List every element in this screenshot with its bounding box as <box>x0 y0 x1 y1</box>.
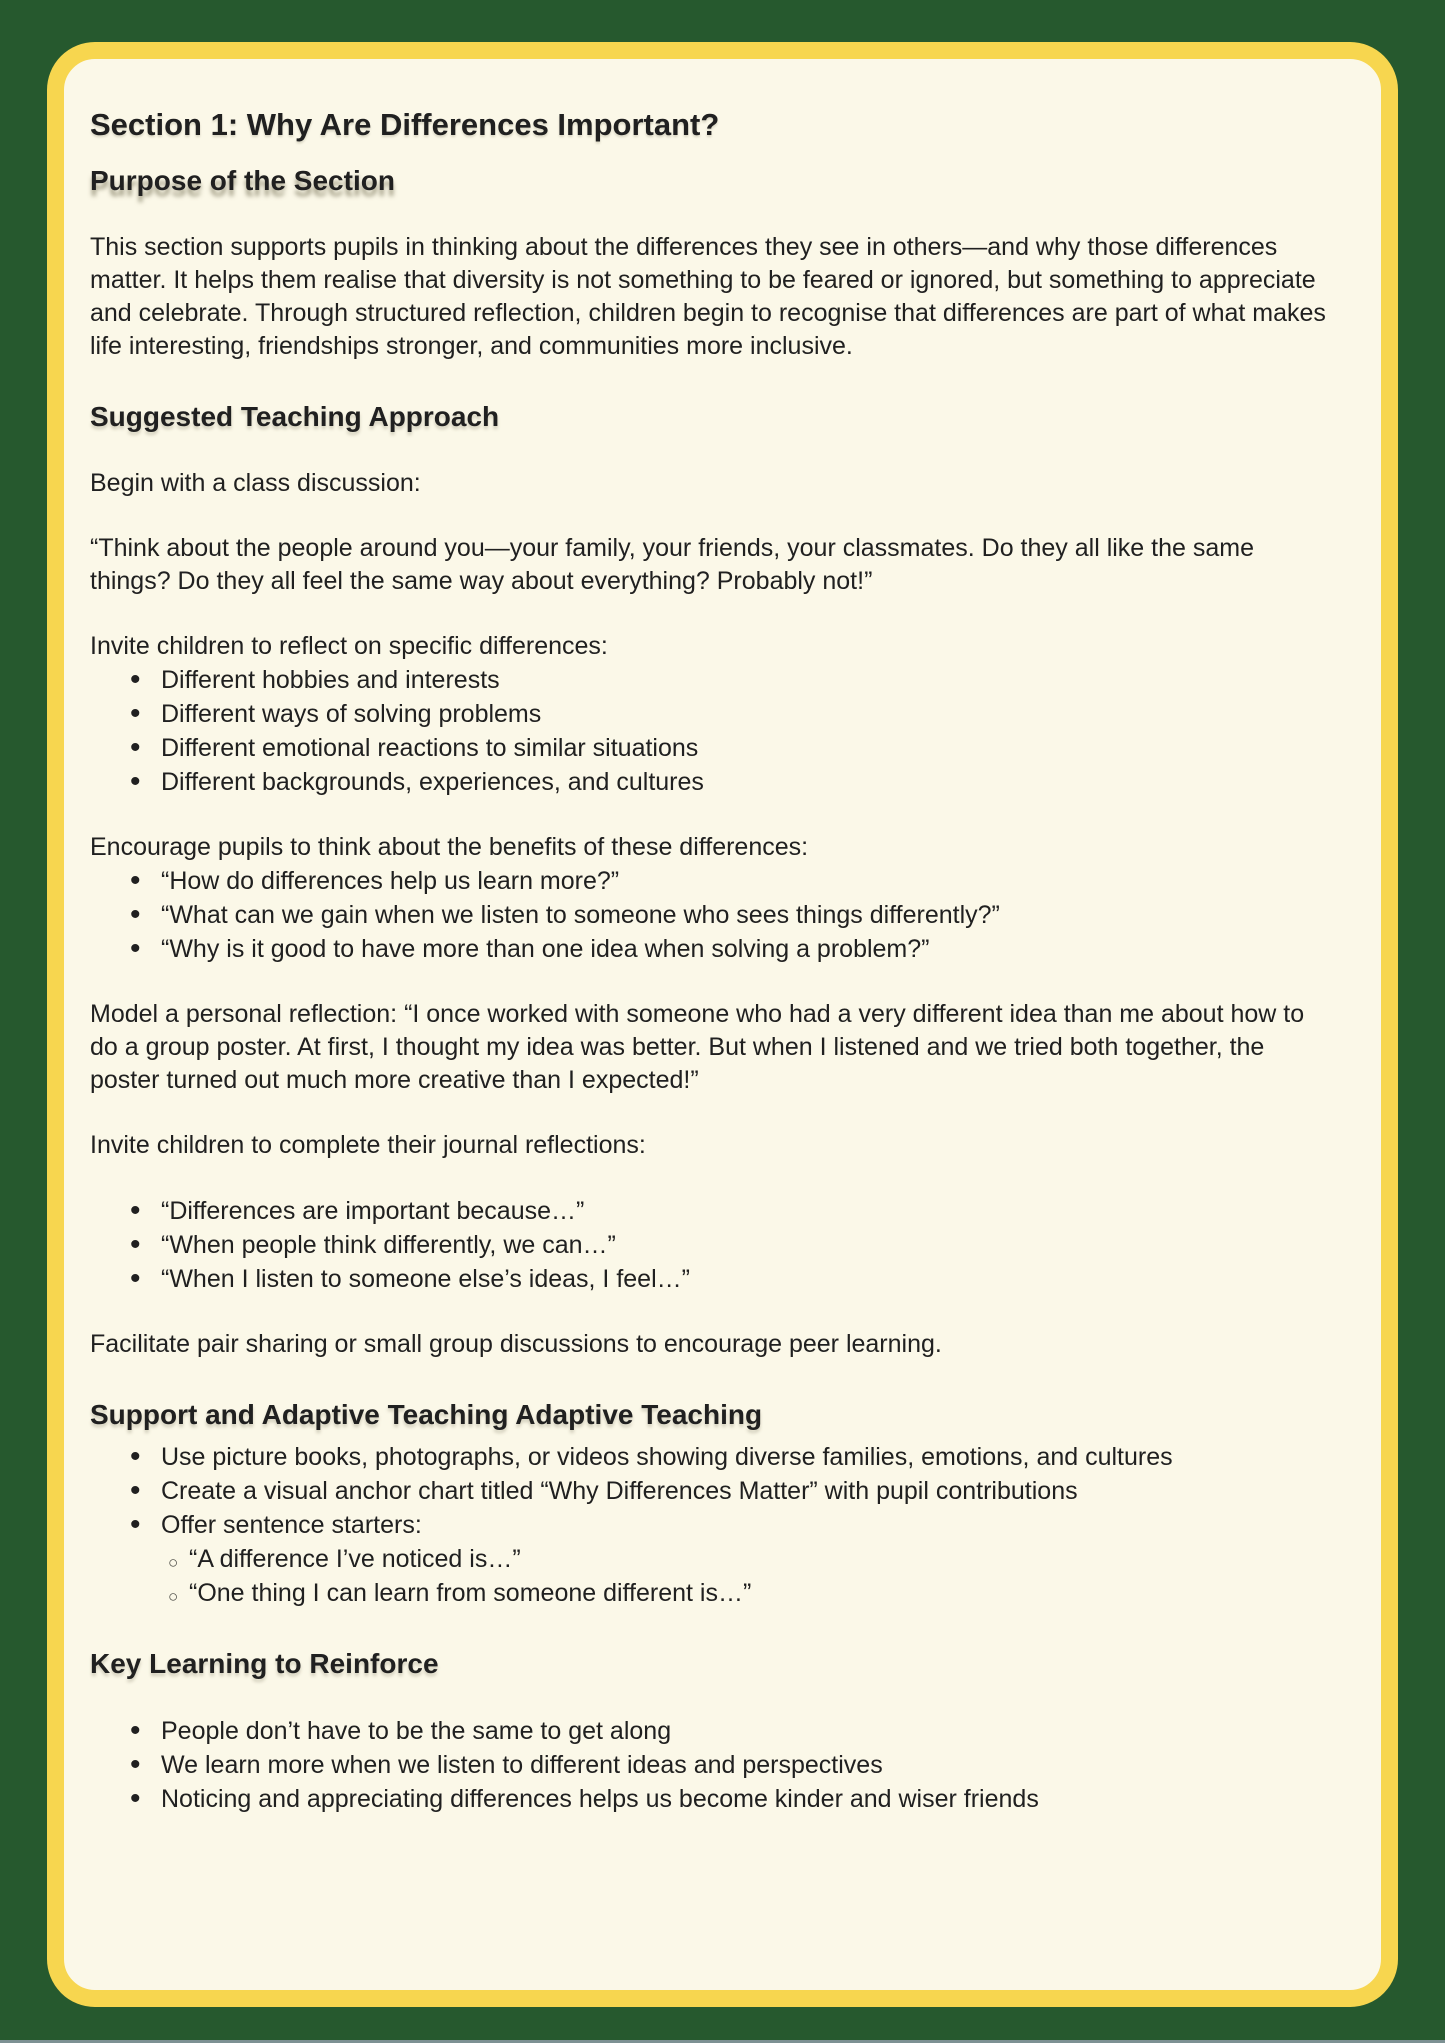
bullet-item <box>90 1475 1330 1508</box>
bullet-item-text: Offer sentence starters: <box>161 1511 422 1539</box>
bullet-list <box>90 664 1330 799</box>
section-title: Section 1: Why Are Differences Important? <box>90 107 720 142</box>
bullet-item-text: “What can we gain when we listen to someone who sees things differently?” <box>161 901 1000 929</box>
bullet-item <box>90 732 1330 765</box>
paragraph: “Think about the people around you—your family, your friends, your classmates. Do they all like the same things? Do they all feel the same way about everything? Probably not!” <box>90 534 1254 595</box>
bullet-item-text: Noticing and appreciating differences helps us become kinder and wiser friends <box>161 1785 1039 1813</box>
bullet-item-text: “Differences are important because…” <box>161 1197 585 1225</box>
bullet-item-text: Different emotional reactions to similar situations <box>161 734 699 762</box>
subsection-heading: Suggested Teaching Approach <box>90 401 500 432</box>
bullet-item <box>90 1195 1330 1228</box>
paragraph: Facilitate pair sharing or small group discussions to encourage peer learning. <box>90 1330 942 1358</box>
paragraph: Invite children to reflect on specific differences: <box>90 632 608 660</box>
paragraph: This section supports pupils in thinking about the differences they see in others—and why those differences matter. It helps them realise that diversity is not something to be feared or ignored, but something to appreciate and celebrate. Through structured reflection, children begin to recognise that differences are part of what makes life interesting, friendships stronger, and communities more inclusive. <box>90 233 1326 360</box>
bullet-item-text: Create a visual anchor chart titled “Why Differences Matter” with pupil contributions <box>161 1477 1078 1505</box>
bullet-item-text: “Why is it good to have more than one idea when solving a problem?” <box>161 935 930 963</box>
bullet-item <box>90 766 1330 799</box>
paragraph: Invite children to complete their journal reflections: <box>90 1131 646 1159</box>
bullet-item-text: Use picture books, photographs, or videos showing diverse families, emotions, and cultures <box>161 1443 1173 1471</box>
bullet-item-text: Different backgrounds, experiences, and cultures <box>161 768 704 796</box>
document-content <box>90 105 1330 1816</box>
bullet-item <box>90 1263 1330 1296</box>
bullet-item-text: Different ways of solving problems <box>161 700 542 728</box>
bullet-item <box>90 1229 1330 1262</box>
paragraph: Model a personal reflection: “I once worked with someone who had a very different idea than me about how to do a group poster. At first, I thought my idea was better. But when I listened and we tried both together, the poster turned out much more creative than I expected!” <box>90 1000 1305 1094</box>
bullet-item <box>90 899 1330 932</box>
bullet-list <box>90 1195 1330 1296</box>
bullet-item-text: “How do differences help us learn more?” <box>161 867 620 895</box>
subsection-heading: Support and Adaptive Teaching Adaptive Teaching <box>90 1399 763 1430</box>
subsection-heading: Purpose of the Section <box>90 165 395 196</box>
bullet-item <box>90 933 1330 966</box>
subsection-heading: Key Learning to Reinforce <box>90 1648 439 1679</box>
bullet-item <box>90 1783 1330 1816</box>
bullet-item-text: People don’t have to be the same to get along <box>161 1717 672 1745</box>
bullet-list <box>90 1441 1330 1610</box>
bullet-item <box>90 664 1330 697</box>
bullet-item <box>90 1441 1330 1474</box>
bullet-item-text: We learn more when we listen to different ideas and perspectives <box>161 1751 883 1779</box>
bullet-item-text: Different hobbies and interests <box>161 666 500 694</box>
sub-bullet-list <box>161 1543 1330 1610</box>
bullet-list <box>90 1715 1330 1816</box>
bullet-item-text: “When people think differently, we can…” <box>161 1231 616 1259</box>
document-card <box>47 42 1398 2007</box>
bullet-item <box>90 1509 1330 1610</box>
bullet-list <box>90 865 1330 966</box>
sub-bullet-item: ○ “One thing I can learn from someone different is…” <box>161 1577 1330 1610</box>
paragraph: Encourage pupils to think about the benefits of these differences: <box>90 833 809 861</box>
bullet-item <box>90 698 1330 731</box>
bullet-item <box>90 865 1330 898</box>
bullet-item <box>90 1749 1330 1782</box>
document-blocks <box>90 163 1330 1816</box>
bullet-item <box>90 1715 1330 1748</box>
sub-bullet-item: ○ “A difference I’ve noticed is…” <box>161 1543 1330 1576</box>
bullet-item-text: “When I listen to someone else’s ideas, I feel…” <box>161 1265 690 1293</box>
paragraph: Begin with a class discussion: <box>90 469 421 497</box>
